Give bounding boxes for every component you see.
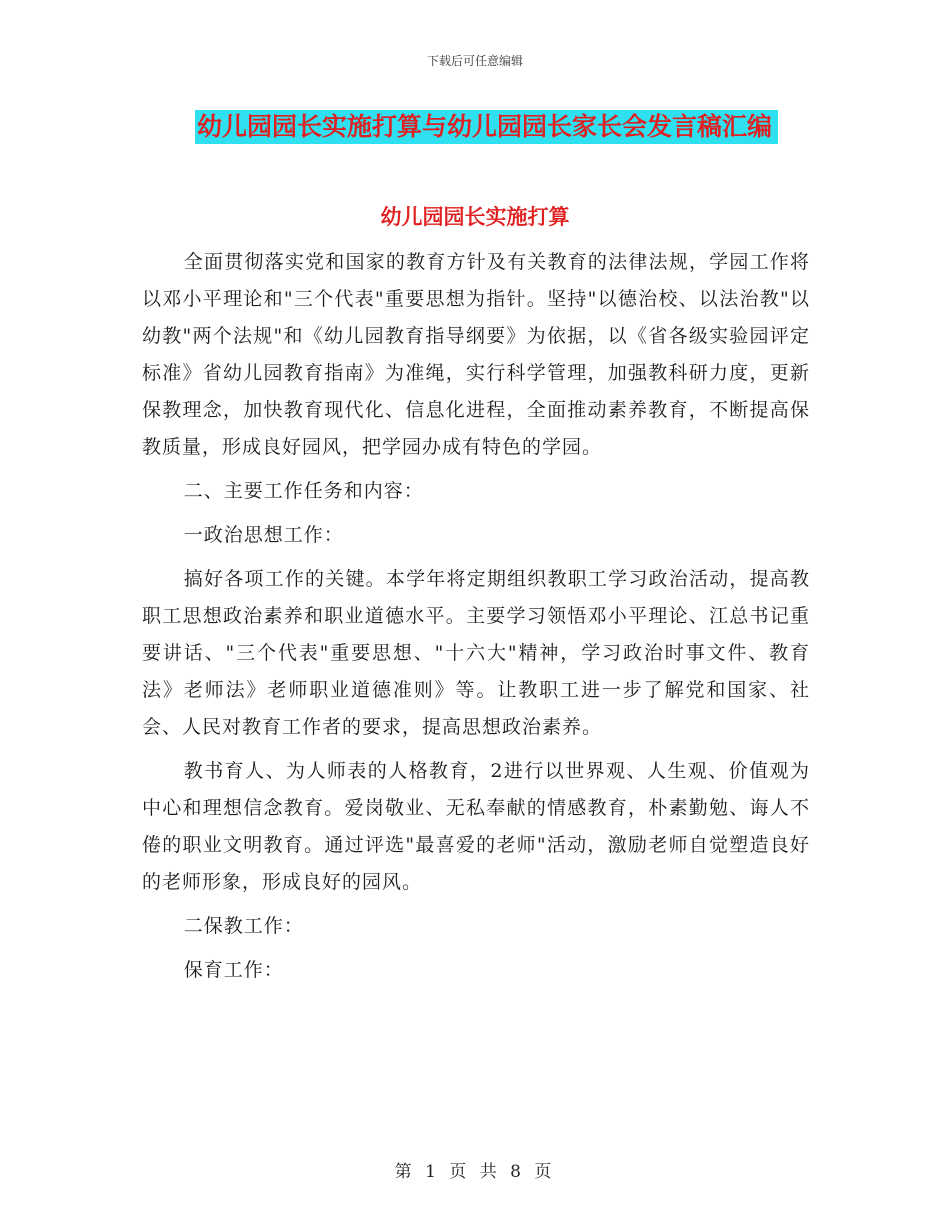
paragraph: 保育工作： [183,959,284,981]
paragraph: 全面贯彻落实党和国家的教育方针及有关教育的法律法规，学园工作将以邓小平理论和"三个代表"重要思想为指针。坚持"以德治校、以法治教"以幼教"两个法规"和《幼儿园教育指导纲要》为依据，以《省各级实验园评定标准》省幼儿园教育指南》为准绳，实行科学管理，加强教科研力度，更新保教理念，加快教育现代化、信息化进程，全面推动素养教育，不断提高保教质量，形成良好园风，把学园办成有特色的学园。 [142,251,810,458]
paragraph: 二、主要工作任务和内容： [183,480,424,502]
paragraph: 一政治思想工作： [183,524,344,546]
section-title: 幼儿园园长实施打算 [380,204,570,229]
body-text [142,244,810,996]
paragraph: 教书育人、为人师表的人格教育，2进行以世界观、人生观、价值观为中心和理想信念教育。爱岗敬业、无私奉献的情感教育，朴素勤勉、诲人不倦的职业文明教育。通过评选"最喜爱的老师"活动，激励老师自觉塑造良好的老师形象，形成良好的园风。 [142,760,810,893]
document-title: 幼儿园园长实施打算与幼儿园园长家长会发言稿汇编 [195,110,778,144]
page-footer: 第 1 页 共 8 页 [394,1162,556,1182]
header-note: 下载后可任意编辑 [426,54,523,68]
paragraph: 二保教工作： [183,915,304,937]
paragraph: 搞好各项工作的关键。本学年将定期组织教职工学习政治活动，提高教职工思想政治素养和职业道德水平。主要学习领悟邓小平理论、江总书记重要讲话、"三个代表"重要思想、"十六大"精神，学习政治时事文件、教育法》老师法》老师职业道德准则》等。让教职工进一步了解党和国家、社会、人民对教育工作者的要求，提高思想政治素养。 [142,568,810,738]
